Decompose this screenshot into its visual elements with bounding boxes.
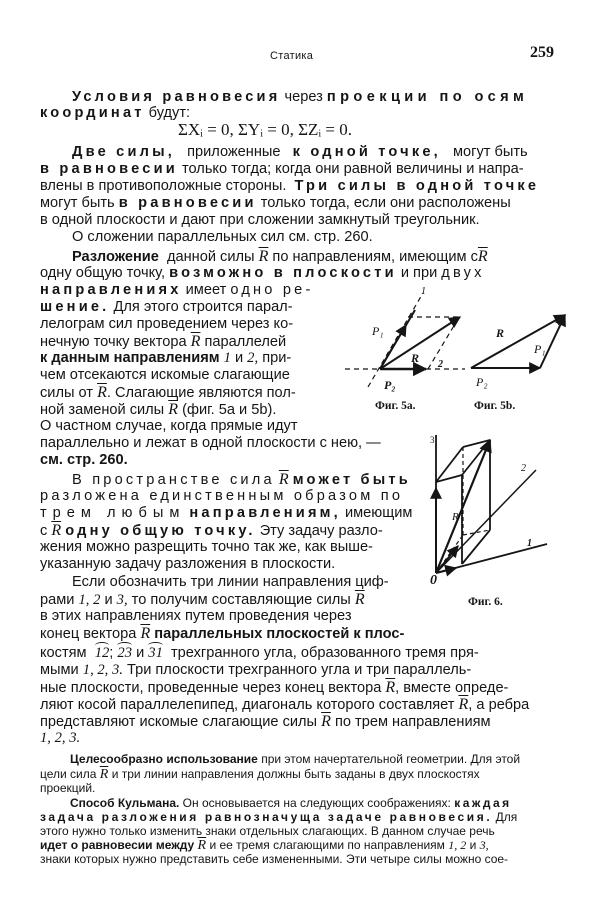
text-line: одну общую точку, возможно в плоскости и при двух bbox=[40, 265, 485, 281]
text-line: ные плоскости, проведенные через конец вектора $\overline{R}$, вместе опреде- bbox=[40, 679, 509, 696]
page-number: 259 bbox=[530, 44, 554, 61]
figure-6-caption: Фиг. 6. bbox=[468, 596, 503, 608]
text-line: В пространстве сила $\overline{R}$ может быть bbox=[72, 471, 411, 488]
vector-r: $\overline{R}$ bbox=[197, 838, 207, 853]
small-text-line: этого нужно только изменить знаки отдельных слагающих. В данном случае речь bbox=[40, 824, 495, 838]
small-text-line: Способ Кульмана. Он основывается на следующих соображениях: каждая bbox=[70, 796, 512, 810]
text-line: костям 12; 23 и 31 трехгранного угла, образованного тремя пря- bbox=[40, 645, 479, 661]
text-line: силы от $\overline{R}$. Слагающие являются пол- bbox=[40, 384, 296, 401]
text-line: жения можно разрещить точно так же, как выше- bbox=[40, 539, 373, 555]
angle-31: 31 bbox=[148, 645, 163, 661]
text-line: ляют косой параллелепипед, диагональ которого составляет $\overline{R}$, а ребра bbox=[40, 696, 530, 713]
text-line: О сложении параллельных сил см. стр. 260. bbox=[72, 229, 373, 245]
text-line: разложена единственным образом по bbox=[40, 488, 404, 504]
vector-r: $\overline{R}$ bbox=[258, 248, 269, 265]
text-line: к данным направлениям 1 и 2, при- bbox=[40, 350, 292, 366]
figure-6 bbox=[430, 430, 580, 580]
text-line: в равновесии только тогда; когда они равной величины и напра- bbox=[40, 161, 524, 177]
figure-5b bbox=[465, 305, 575, 380]
vector-r: $\overline{R}$ bbox=[278, 471, 289, 488]
small-text-line: задача разложения равнозначуща задаче равновесия. Для bbox=[40, 810, 518, 824]
vector-r: $\overline{R}$ bbox=[354, 591, 365, 608]
angle-12: 12 bbox=[94, 645, 110, 661]
running-header-title: Статика bbox=[270, 50, 314, 62]
text-line: Разложение данной силы $\overline{R}$ по направлениям, имеющим $с\overline{R}$ bbox=[72, 248, 488, 265]
vector-r: $\overline{R}$ bbox=[51, 522, 62, 539]
vector-r: $\overline{R}$ bbox=[458, 696, 469, 713]
text-line: трем любым направлениям, имеющим bbox=[40, 505, 413, 521]
text-line: чем отсекаются искомые слагающие bbox=[40, 367, 290, 383]
small-text-line: идет о равновесии между $\overline{R}$ и ее тремя слагающими по направлениям 1, 2 и 3, bbox=[40, 838, 489, 853]
text-line: конец вектора $\overline{R}$ параллельных плоскостей к плос- bbox=[40, 625, 405, 642]
figure-5a bbox=[340, 285, 480, 395]
label-p2: P₂ bbox=[384, 378, 396, 392]
text-line: параллельно и лежат в одной плоскости с нею, — bbox=[40, 435, 381, 451]
text-line: нечную точку вектора $\overline{R}$ параллелей bbox=[40, 333, 287, 350]
text-line: Условия равновесия через проекции по осям bbox=[72, 89, 529, 105]
text-line: могут быть в равновесии только тогда, если они расположены bbox=[40, 195, 511, 211]
label-p1: P₁ bbox=[534, 342, 546, 356]
label-dir1: 1 bbox=[421, 286, 426, 297]
small-text-line: Целесообразно использование при этом начертательной геометрии. Для этой bbox=[70, 752, 521, 766]
vector-r: $\overline{R}$ bbox=[99, 767, 109, 782]
origin-label: 0 bbox=[430, 573, 437, 588]
vector-r: $\overline{R}$ bbox=[97, 384, 107, 401]
text-line: О частном случае, когда прямые идут bbox=[40, 418, 298, 434]
text-line: с $\overline{R}$ одну общую точку. Эту задачу разло- bbox=[40, 522, 383, 539]
text-line: указанную задачу разложения в плоскости. bbox=[40, 556, 336, 572]
text-line: представляют искомые слагающие силы $\overline{R}$ по трем направлениям bbox=[40, 713, 491, 730]
text-line: см. стр. 260. bbox=[40, 452, 128, 468]
axis-3-label: 3 bbox=[430, 435, 435, 445]
small-text-line: проекций. bbox=[40, 781, 96, 795]
text-line: 1, 2, 3. bbox=[40, 730, 81, 746]
figure-5a-caption: Фиг. 5а. bbox=[375, 400, 416, 412]
text-line: в этих направлениях путем проведения через bbox=[40, 608, 352, 624]
text-line: координат будут: bbox=[40, 105, 191, 121]
text-line: шение. Для этого строится парал- bbox=[40, 299, 293, 315]
text-line: Если обозначить три линии направления циф- bbox=[72, 574, 389, 590]
label-dir2: 2 bbox=[438, 359, 443, 370]
text-line: рами 1, 2 и 3, то получим составляющие силы $\overline{R}$ bbox=[40, 591, 365, 608]
vector-r: $\overline{R}$ bbox=[321, 713, 331, 730]
vector-r: $\overline{R}$ bbox=[385, 679, 396, 696]
axis-2-label: 2 bbox=[521, 463, 526, 474]
text-line: лелограм сил проведением через ко- bbox=[40, 316, 294, 332]
vector-r: $\overline{R}$ bbox=[168, 401, 179, 418]
vector-r: $\overline{R}$ bbox=[140, 625, 151, 642]
label-p2: P₂ bbox=[476, 375, 488, 389]
axis-1-label: 1 bbox=[527, 538, 532, 549]
figure-5b-caption: Фиг. 5b. bbox=[474, 400, 516, 412]
label-p1: P₁ bbox=[372, 324, 384, 338]
label-r: R bbox=[411, 351, 420, 365]
text-line: мыми 1, 2, 3. Три плоскости трехгранного угла и три параллель- bbox=[40, 662, 472, 678]
text-line: влены в противоположные стороны. Три силы в одной точке bbox=[40, 178, 540, 194]
label-r: R bbox=[452, 511, 459, 523]
label-r: R bbox=[496, 326, 505, 340]
text-line: ной заменой силы $\overline{R}$ (фиг. 5a и 5b). bbox=[40, 401, 277, 418]
small-text-line: цели сила $\overline{R}$ и три линии направления должны быть заданы в двух плоскостях bbox=[40, 767, 480, 782]
vector-r: $\overline{R}$ bbox=[477, 248, 488, 265]
text-line: направлениях имеет одно ре- bbox=[40, 282, 314, 298]
text-line: Две силы, приложенные к одной точке, могут быть bbox=[72, 144, 528, 160]
angle-23: 23 bbox=[117, 645, 133, 661]
equilibrium-equation: ΣXᵢ = 0, ΣYᵢ = 0, ΣZᵢ = 0. bbox=[178, 120, 352, 139]
vector-r: $\overline{R}$ bbox=[190, 333, 201, 350]
text-line: в одной плоскости и дают при сложении замкнутый треугольник. bbox=[40, 212, 480, 228]
small-text-line: знаки которых нужно представить себе измененными. Эти четыре силы можно сое- bbox=[40, 852, 509, 866]
